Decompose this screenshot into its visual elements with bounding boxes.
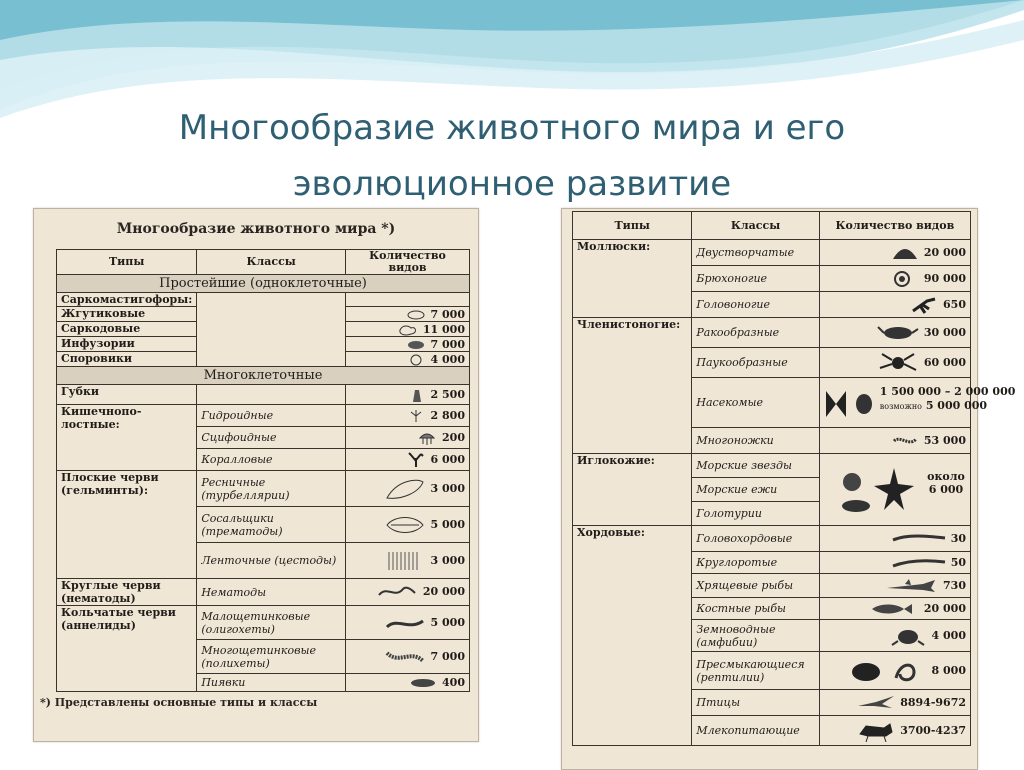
turtle-snake-icon xyxy=(848,656,928,686)
snail-icon xyxy=(890,269,920,289)
count-value: 2 500 xyxy=(430,387,465,401)
count-value: 400 xyxy=(442,676,465,689)
count-value: 8 000 xyxy=(931,663,966,677)
title-line-2: эволюционное развитие xyxy=(292,164,732,204)
coral-icon xyxy=(405,452,427,468)
count-value: 3 000 xyxy=(430,553,465,567)
fox-icon xyxy=(856,720,896,742)
class-cell: Коралловые xyxy=(197,449,346,471)
class-cell: Морские ежи xyxy=(692,478,819,502)
class-cell: Ленточные (цестоды) xyxy=(197,543,346,579)
col-header-classes: Классы xyxy=(692,212,819,240)
class-cell: Круглоротые xyxy=(692,552,819,574)
section-protozoa: Простейшие (одноклеточные) xyxy=(57,275,470,293)
class-cell: Головохордовые xyxy=(692,526,819,552)
count-value: 20 000 xyxy=(923,245,966,259)
count-value: 90 000 xyxy=(923,271,966,285)
count-value: 60 000 xyxy=(923,355,966,369)
type-cell: Хордовые: xyxy=(573,526,692,746)
squid-icon xyxy=(909,295,939,315)
type-cell: Саркомастигофоры: xyxy=(57,293,197,307)
planarian-icon xyxy=(383,476,427,502)
type-cell: Плоские черви (гельминты): xyxy=(57,471,197,579)
bivalve-icon xyxy=(890,243,920,263)
class-cell: Хрящевые рыбы xyxy=(692,574,819,598)
class-cell: Земноводные (амфибии) xyxy=(692,620,819,652)
col-header-count: Количество видов xyxy=(346,250,470,275)
count-value: 20 000 xyxy=(923,601,966,615)
count-value: 3 000 xyxy=(430,481,465,495)
class-cell: Насекомые xyxy=(692,378,819,428)
count-value: 2 800 xyxy=(430,408,465,422)
class-cell: Голотурии xyxy=(692,502,819,526)
count-value: 730 xyxy=(943,578,966,592)
type-cell: Споровики xyxy=(57,352,197,367)
class-cell: Сосальщики (трематоды) xyxy=(197,507,346,543)
bony-fish-icon xyxy=(864,602,920,616)
class-cell: Гидроидные xyxy=(197,405,346,427)
class-cell: Млекопитающие xyxy=(692,716,819,746)
count-value: 11 000 xyxy=(422,322,465,336)
count-value: 30 000 xyxy=(923,325,966,339)
left-footnote: *) Представлены основные типы и классы xyxy=(40,696,318,709)
fluke-icon xyxy=(383,512,427,538)
amoeba-icon xyxy=(397,324,419,336)
class-cell: Паукообразные xyxy=(692,348,819,378)
polychaete-icon xyxy=(383,647,427,667)
section-multicellular: Многоклеточные xyxy=(57,367,470,385)
insect-count-extra: 5 000 000 xyxy=(925,398,988,412)
sporozoan-icon xyxy=(405,354,427,366)
col-header-classes: Классы xyxy=(197,250,346,275)
millipede-icon xyxy=(890,431,920,451)
type-cell: Инфузории xyxy=(57,337,197,352)
count-value: 200 xyxy=(442,430,465,444)
type-cell: Кольчатые черви (аннелиды) xyxy=(57,606,197,692)
hydroid-icon xyxy=(405,408,427,424)
scan-left-table xyxy=(33,208,479,742)
class-cell: Брюхоногие xyxy=(692,266,819,292)
class-cell: Пресмыкающиеся (рептилии) xyxy=(692,652,819,690)
col-header-count: Количество видов xyxy=(819,212,970,240)
jellyfish-icon xyxy=(416,430,438,446)
left-table-title: Многообразие животного мира *) xyxy=(116,221,396,237)
title-line-1: Многообразие животного мира и его xyxy=(178,108,846,148)
count-value: 4 000 xyxy=(931,628,966,642)
count-value: 20 000 xyxy=(422,585,465,598)
type-cell: Моллюски: xyxy=(573,240,692,318)
count-value: около 6 000 xyxy=(927,469,965,496)
scan-right-table xyxy=(561,208,1016,770)
class-cell: Многоножки xyxy=(692,428,819,454)
class-cell: Птицы xyxy=(692,690,819,716)
crayfish-icon xyxy=(876,321,920,345)
ciliate-icon xyxy=(405,339,427,351)
sponge-icon xyxy=(405,387,427,403)
tapeworm-icon xyxy=(383,548,427,574)
type-cell: Кишечнопо-лостные: xyxy=(57,405,197,471)
class-cell: Сцифоидные xyxy=(197,427,346,449)
class-cell: Ракообразные xyxy=(692,318,819,348)
count-value: 650 xyxy=(943,297,966,311)
class-cell: Двустворчатые xyxy=(692,240,819,266)
shark-icon xyxy=(883,578,939,594)
count-value: 5 000 xyxy=(430,517,465,531)
count-value: 8894-9672 xyxy=(900,695,966,709)
col-header-types: Типы xyxy=(57,250,197,275)
right-table xyxy=(572,211,1016,746)
class-cell: Ресничные (турбеллярии) xyxy=(197,471,346,507)
count-value: 53 000 xyxy=(923,433,966,447)
count-value: 7 000 xyxy=(430,307,465,321)
type-cell: Круглые черви (нематоды) xyxy=(57,579,197,606)
type-cell: Иглокожие: xyxy=(573,454,692,526)
nematode-icon xyxy=(375,583,419,601)
class-cell: Костные рыбы xyxy=(692,598,819,620)
count-value: 7 000 xyxy=(430,337,465,351)
type-cell: Губки xyxy=(57,385,197,405)
class-cell: Пиявки xyxy=(197,674,346,692)
count-value: 4 000 xyxy=(430,352,465,366)
class-cell: Нематоды xyxy=(197,579,346,606)
frog-icon xyxy=(888,625,928,647)
insect-possible-label: возможно xyxy=(879,401,922,411)
slide-title xyxy=(0,100,1024,212)
starfish-urchin-icon xyxy=(834,462,918,518)
count-value: 5 000 xyxy=(430,615,465,629)
insect-count: 1 500 000 – 2 000 000 xyxy=(879,384,1016,398)
class-cell: Морские звезды xyxy=(692,454,819,478)
count-value: 7 000 xyxy=(430,649,465,663)
lamprey-icon xyxy=(891,556,947,570)
bird-icon xyxy=(856,694,896,712)
lancelet-icon xyxy=(891,532,947,546)
col-header-types: Типы xyxy=(573,212,692,240)
left-table xyxy=(56,249,470,692)
class-cell: Многощетинковые (полихеты) xyxy=(197,640,346,674)
class-cell: Малощетинковые (олигохеты) xyxy=(197,606,346,640)
earthworm-icon xyxy=(383,613,427,633)
butterfly-fly-icon xyxy=(824,387,876,421)
flagellate-icon xyxy=(405,309,427,321)
type-cell: Членистоногие: xyxy=(573,318,692,454)
spider-icon xyxy=(876,350,920,376)
count-value: 6 000 xyxy=(430,452,465,466)
type-cell: Саркодовые xyxy=(57,322,197,337)
count-value: 3700-4237 xyxy=(900,723,966,737)
count-value: 50 xyxy=(950,555,966,569)
type-cell: Жгутиковые xyxy=(57,307,197,322)
count-value: 30 xyxy=(950,531,966,545)
leech-icon xyxy=(408,677,438,689)
class-cell: Головоногие xyxy=(692,292,819,318)
